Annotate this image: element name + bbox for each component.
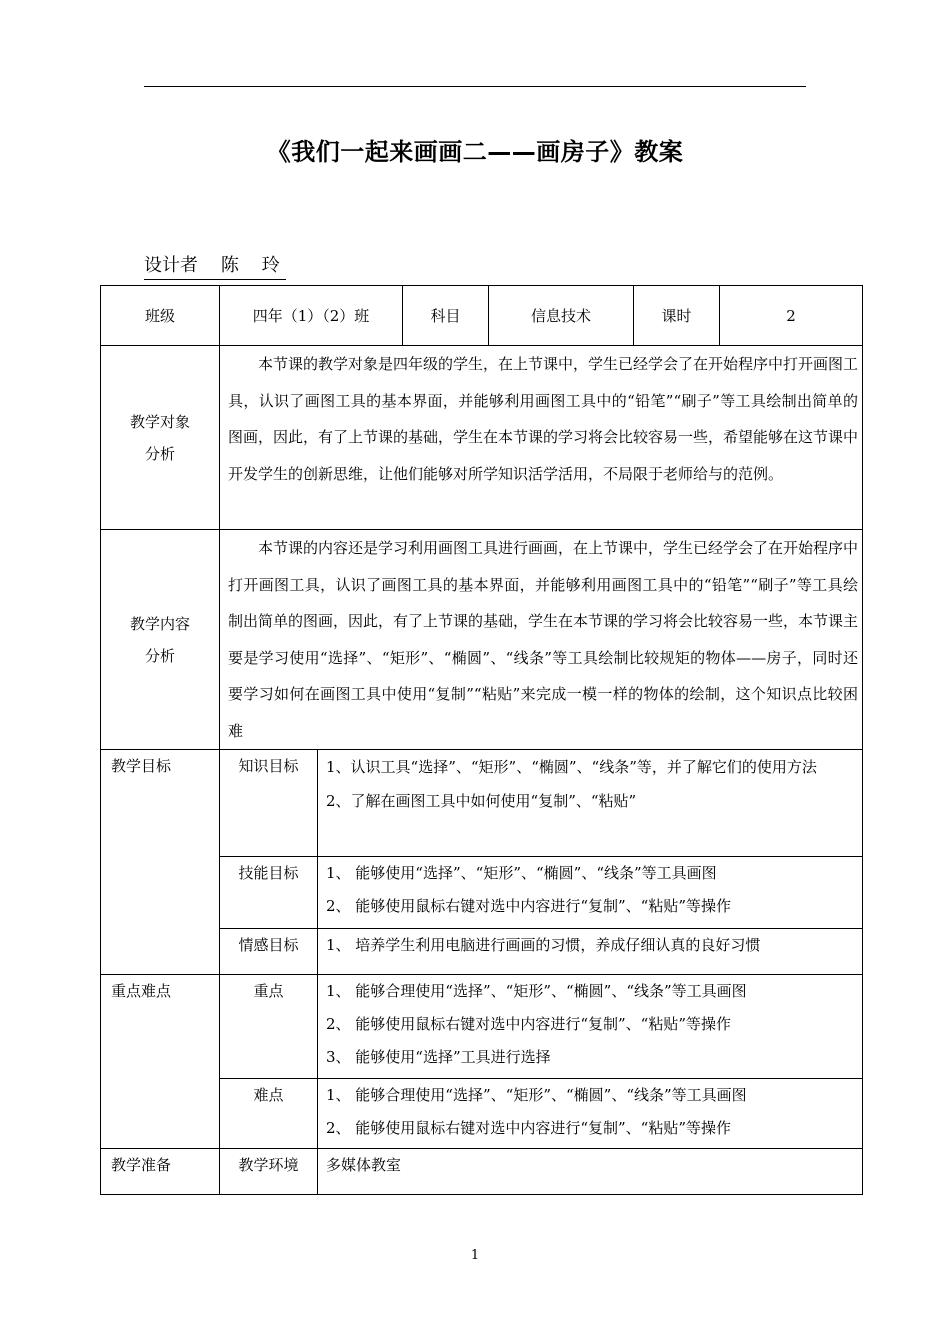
hours-label: 课时	[634, 286, 720, 346]
lesson-plan-table	[100, 285, 863, 1195]
skill-objective-label: 技能目标	[220, 857, 318, 929]
difficult-point-item-2: 2、 能够使用鼠标右键对选中内容进行“复制”、“粘贴”等操作	[326, 1119, 731, 1137]
knowledge-objective-label: 知识目标	[220, 750, 318, 857]
subject-value: 信息技术	[489, 286, 634, 346]
student-analysis-row	[101, 346, 863, 530]
header-row	[101, 286, 863, 346]
preparation-row	[101, 1149, 863, 1195]
subject-label: 科目	[403, 286, 489, 346]
student-analysis-label	[101, 346, 220, 530]
student-analysis-label-line1: 教学对象	[129, 412, 190, 431]
page-number: 1	[470, 1248, 480, 1263]
knowledge-objective-content	[318, 750, 863, 857]
class-label: 班级	[101, 286, 220, 346]
emotion-objective-label: 情感目标	[220, 929, 318, 975]
environment-value: 多媒体教室	[318, 1149, 863, 1195]
difficult-point-item-1: 1、 能够合理使用“选择”、“矩形”、“椭圆”、“线条”等工具画图	[326, 1086, 747, 1104]
key-point-item-3: 3、 能够使用“选择”工具进行选择	[326, 1048, 551, 1066]
key-point-item-1: 1、 能够合理使用“选择”、“矩形”、“椭圆”、“线条”等工具画图	[326, 982, 747, 1000]
difficult-point-content	[318, 1079, 863, 1149]
preparation-label: 教学准备	[101, 1149, 220, 1195]
skill-objective-content	[318, 857, 863, 929]
objectives-label: 教学目标	[101, 750, 220, 975]
key-point-row	[101, 975, 863, 1079]
difficult-point-label: 难点	[220, 1079, 318, 1149]
knowledge-objective-item-1: 1、认识工具“选择”、“矩形”、“椭圆”、“线条”等，并了解它们的使用方法	[326, 758, 817, 776]
skill-objective-item-2: 2、 能够使用鼠标右键对选中内容进行“复制”、“粘贴”等操作	[326, 897, 731, 915]
class-value: 四年（1）（2）班	[220, 286, 403, 346]
emotion-objective-item-1: 1、 培养学生利用电脑进行画画的习惯，养成仔细认真的良好习惯	[326, 936, 761, 954]
document-title: 《我们一起来画画二——画房子》教案	[266, 138, 684, 166]
content-analysis-label-line2: 分析	[144, 646, 175, 665]
student-analysis-label-line2: 分析	[144, 444, 175, 463]
key-difficult-label: 重点难点	[101, 975, 220, 1149]
content-analysis-text: 本节课的内容还是学习利用画图工具进行画画，在上节课中，学生已经学会了在开始程序中打开画图工具，认识了画图工具的基本界面，并能够利用画图工具中的“铅笔”“刷子”等工具绘制出简单的图画，因此，有了上节课的基础，学生在本节课的学习将会比较容易一些，本节课主要是学习使用“选择”、“矩形”、“椭圆”、“线条”等工具绘制比较规矩的物体——房子，同时还要学习如何在画图工具中使用“复制”“粘贴”来完成一模一样的物体的绘制，这个知识点比较困难	[220, 530, 863, 750]
content-analysis-label-line1: 教学内容	[129, 614, 190, 633]
header-rule	[144, 86, 806, 87]
environment-label: 教学环境	[220, 1149, 318, 1195]
designer-line: 设计者 陈 玲	[144, 251, 286, 280]
hours-value: 2	[720, 286, 863, 346]
content-analysis-label	[101, 530, 220, 750]
student-analysis-text: 本节课的教学对象是四年级的学生，在上节课中，学生已经学会了在开始程序中打开画图工具，认识了画图工具的基本界面，并能够利用画图工具中的“铅笔”“刷子”等工具绘制出简单的图画，因此，有了上节课的基础，学生在本节课的学习将会比较容易一些，希望能够在这节课中开发学生的创新思维，让他们能够对所学知识活学活用，不局限于老师给与的范例。	[220, 346, 863, 530]
knowledge-objective-row	[101, 750, 863, 857]
key-point-label: 重点	[220, 975, 318, 1079]
key-point-content	[318, 975, 863, 1079]
content-analysis-row	[101, 530, 863, 750]
knowledge-objective-item-2: 2、了解在画图工具中如何使用“复制”、“粘贴”	[326, 792, 637, 810]
emotion-objective-content	[318, 929, 863, 975]
key-point-item-2: 2、 能够使用鼠标右键对选中内容进行“复制”、“粘贴”等操作	[326, 1015, 731, 1033]
skill-objective-item-1: 1、 能够使用“选择”、“矩形”、“椭圆”、“线条”等工具画图	[326, 864, 717, 882]
